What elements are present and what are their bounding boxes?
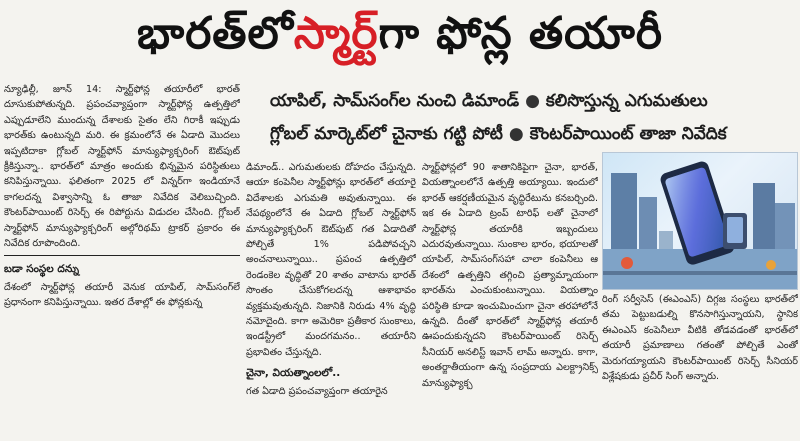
bullet-icon: ● bbox=[525, 91, 540, 111]
deck-2a: గ్లోబల్ మార్కెట్‌లో చైనాకు గట్టి పోటీ bbox=[270, 124, 503, 144]
headline-part-3: గా ఫోన్ల తయారీ bbox=[378, 8, 663, 59]
paragraph-1: న్యూఢిల్లీ, జూన్ 14: స్మార్ట్‌ఫోన్ల తయారీలో భారత్ దూసుకుపోతున్నది. ప్రపంచవ్యాప్తంగా స్మార్ట్‌ఫోన్ల ఉత్పత్తిలో ఎప్పుడూలేని ముందున్న దేశాలకు సైతం లేని గిరాకీ ఇప్పుడు భారత్‌కు ఉంటున్నది మరి. ఈ క్రమంలోనే ఈ ఏడాది మొదలు ఇప్పటిదాకా గ్లోబల్ స్మార్ట్‌ఫోన్ మాన్యుఫ్యాక్చరింగ్ ఔట్‌పుట్ క్రీకిస్తున్నా.. భారత్‌లో మాత్రం అందుకు భిన్నమైన పరిస్థితులు కనిపిస్తున్నాయి. ఫలితంగా 2025 లో విన్నర్‌గా ఇండియానే కాగలదన్న విశ్వాసాన్ని ఓ తాజా నివేదిక వెలిబుచ్చింది. కౌంటర్‌పాయింట్ రిసెర్చ్ ఈ రిపోర్టును విడుదల చేసింది. గ్లోబల్ స్మార్ట్‌ఫోన్ మాన్యుఫ్యాక్చరింగ్ అల్గోరిథమ్ ట్రాకర్ ప్రకారం ఈ నివేదిక రూపొందింది. bbox=[4, 84, 240, 250]
headline-part-1: భారత్‌లో bbox=[137, 8, 294, 59]
paragraph-4: గత ఏడాది ప్రపంచవ్యాప్తంగా తయారైన bbox=[246, 385, 388, 397]
deck-2b: కౌంటర్‌పాయింట్ తాజా నివేదిక bbox=[529, 124, 727, 144]
paragraph-6: రింగ్ సర్వీసెస్ (ఈఎంఎస్) దిగ్గజ సంస్థలు భారత్‌లో తమ పెట్టుబడుల్ని కొనసాగిస్తున్నాయని, స్థానిక ఈఎంఎస్ కంపెనీలూ వీటికి తోడవడంతో భారత్‌లో తయారీ ప్రమాణాలు గతంతో పోల్చితే ఎంతో మెరుగయ్యాయని కౌంటర్‌పాయింట్ రిసెర్చ్ సీనియర్ విశ్లేషకుడు ప్రచీర్ సింగ్ అన్నారు. bbox=[602, 294, 798, 383]
article-column-2 bbox=[246, 160, 416, 437]
subheading-1: బడా సంస్థల దన్ను bbox=[4, 263, 79, 276]
article-column-3 bbox=[422, 160, 598, 437]
headline-part-2: స్మార్ట్ bbox=[293, 8, 379, 59]
paragraph-2: దేశంలో స్మార్ట్‌ఫోన్ల తయారీ వెనుక యాపిల్, సామ్‌సంగ్‌లే ప్రధానంగా కనిపిస్తున్నాయి. ఇతర దేశాల్లో ఈ ఫోన్లకున్న bbox=[4, 281, 240, 309]
paragraph-5: స్మార్ట్‌ఫోన్లలో 90 శాతానికిపైగా చైనా, భారత్, వియత్నాంలలోనే ఉత్పత్తి అయ్యాయి. ఇందులో భారత్ ఆకర్షణీయమైన వృద్ధిరేటును కనబర్చింది. ఇక ఈ ఏడాది ట్రంప్ టారిఫ్ లతో చైనాలో స్మార్ట్‌ఫోన్ల తయారీకి ఇబ్బందులు ఎదురవుతున్నాయి. సుంకాల భారం, భయాలతో యాపిల్, సామ్‌సంగ్‌సహా చాలా కంపెనీలు ఆ దేశంలో ఉత్పత్తిని తగ్గించి ప్రత్యామ్నాయంగా భారత్‌ను ఎంచుకుంటున్నాయి. వియత్నాం పరిస్థితి కూడా ఇంచుమించుగా చైనా తరహాలోనే ఉన్నది. దీంతో భారత్‌లో స్మార్ట్‌ఫోన్ల తయారీ ఊపందుకున్నదని కౌంటర్‌పాయింట్ రిసెర్చ్ సీనియర్ అనలిస్ట్ ఇవాన్ లామ్ అన్నారు. కాగా, అంతర్జాతీయంగా ఉన్న సంప్రదాయ ఎలక్ట్రానిక్స్ మాన్యుఫ్యాక్చ bbox=[422, 162, 598, 389]
smartphone-factory-photo bbox=[602, 152, 798, 290]
paragraph-3: డిమాండ్.. ఎగుమతులకు దోహదం చేస్తున్నది. ఆయా కంపెనీల స్మార్ట్‌ఫోన్లు భారత్‌లో తయారై విదేశాలకు ఎగుమతి అవుతున్నాయి. ఈ నేపథ్యంలోనే ఈ ఏడాది గ్లోబల్ స్మార్ట్‌ఫోన్ మాన్యుఫ్యాక్చరింగ్ ఔట్‌పుట్ గత ఏడాదితో పోల్చితే 1% పడిపోవచ్చని అంచనాలున్నాయి.. ప్రపంచ ఉత్పత్తిలో రెండంకెల వృద్ధితో 20 శాతం వాటాను భారత్ సొంతం చేసుకోగలదన్న ఆశాభావం వ్యక్తమవుతున్నది. నిజానికి నిరుడు 4% వృద్ధి నమోదైంది. కాగా అమెరికా ప్రతీకార సుంకాలు, ఇండస్ట్రీలో మందగమనం.. తయారీని ప్రభావితం చేస్తున్నది. bbox=[246, 162, 416, 358]
headline bbox=[0, 0, 800, 78]
article-column-1 bbox=[4, 82, 240, 437]
smartphone-factory-icon bbox=[603, 153, 797, 289]
divider bbox=[4, 255, 240, 256]
deck-line-2 bbox=[270, 121, 796, 147]
deck-1b: కలిసొస్తున్న ఎగుమతులు bbox=[545, 91, 708, 111]
subheading-2: చైనా, వియత్నాంలలో.. bbox=[246, 367, 341, 380]
deck-line-1 bbox=[270, 88, 796, 114]
article-column-4 bbox=[602, 292, 798, 437]
deck-1a: యాపిల్, సామ్‌సంగ్‌ల నుంచి డిమాండ్ bbox=[270, 91, 520, 111]
bullet-icon: ● bbox=[508, 124, 524, 144]
